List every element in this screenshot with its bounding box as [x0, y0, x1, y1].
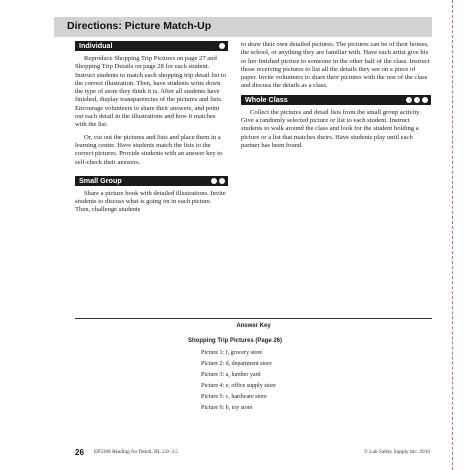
dot-icon — [219, 178, 225, 184]
section-header-small-group — [75, 176, 228, 186]
section-header-individual — [75, 41, 228, 51]
difficulty-indicator — [211, 178, 225, 184]
answer-key-title: Answer Key — [236, 323, 271, 329]
copyright: © Lab Safety Supply Inc. 2010 — [363, 449, 430, 455]
trim-line — [452, 0, 453, 470]
section-label-individual: Individual — [79, 41, 113, 50]
dot-icon — [406, 97, 412, 103]
answer-key-divider — [75, 318, 432, 319]
small-group-continued: to draw their own detailed pictures. The pictures can be of their homes, the school, or anything they are familiar with. Have each artist give his or her finished picture to someone in the other half of the class. Instruct those receiving pictures to list all the details they see on a piece of paper. Invite volunteers to share their pictures with the rest of the class and discuss the details as a class. — [241, 41, 430, 90]
dot-icon — [211, 178, 217, 184]
difficulty-indicator — [219, 43, 225, 49]
right-column — [241, 41, 431, 154]
answer-key-subtitle: Shopping Trip Pictures (Page 26) — [188, 338, 283, 344]
whole-class-paragraph: Collect the pictures and detail lists from the small group activity. Give a randomly selected picture or list to each student. Instruct students to walk around the class and look for the student holding a picture or a list that matches theirs. Have students play until each partner has been found. — [241, 108, 421, 149]
section-header-whole-class — [241, 95, 431, 105]
answer-item: Picture 5: c, hardware store — [201, 394, 267, 401]
answer-item: Picture 2: d, department store — [201, 361, 272, 368]
individual-paragraph-2: Or, cut out the pictures and lists and place them in a learning center. Have students match the lists to the correct pictures. Provide students with an answer key to self-check their answers. — [75, 133, 223, 166]
section-label-small-group: Small Group — [79, 175, 122, 185]
answer-item: Picture 1: f, grocery store — [201, 350, 263, 356]
product-code: EP3368 Reading for Detail, BL 2.0–3.5 — [94, 449, 178, 455]
answer-key-list — [201, 348, 276, 415]
answer-item: Picture 4: e, office supply store — [201, 383, 276, 390]
dot-icon — [219, 43, 225, 49]
difficulty-indicator — [406, 97, 428, 103]
left-column — [75, 41, 228, 219]
answer-item: Picture 3: a, lumber yard — [201, 372, 261, 379]
answer-item: Picture 6: b, toy store — [201, 405, 253, 412]
page-title: Directions: Picture Match-Up — [67, 20, 212, 32]
small-group-paragraph: Share a picture book with detailed illustrations. Invite students to discuss what is going on in each picture. Then, challenge students — [75, 189, 226, 214]
dot-icon — [414, 97, 420, 103]
section-label-whole-class: Whole Class — [245, 94, 288, 104]
page-number: 26 — [75, 448, 84, 457]
title-bar — [54, 17, 432, 37]
individual-paragraph-1: Reproduce Shopping Trip Pictures on page 27 and Shopping Trip Details on page 28 for each student. Instruct students to match each shopping trip detail list to the correct illustration. Then, have students write down the type of store they think it is. After all students have finished, display transparencies of the pictures and lists. Encourage volunteers to share their answers, and point out each detail in the illustrations and how it matches with the list. — [75, 55, 227, 129]
dot-icon — [422, 97, 428, 103]
